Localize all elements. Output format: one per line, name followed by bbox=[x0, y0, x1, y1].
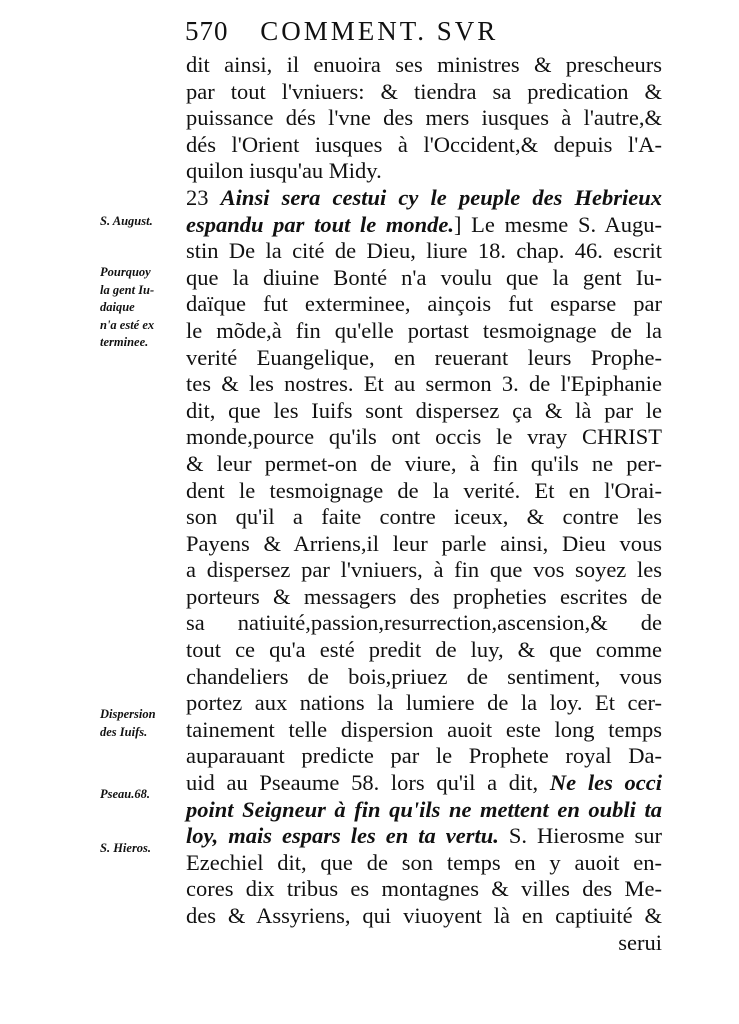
psalm-quote: loy, mais espars les en ta vertu. bbox=[186, 823, 499, 849]
text-line: dit, que les Iuifs sont dispersez ça & là par le bbox=[186, 397, 662, 423]
body-text bbox=[186, 52, 662, 956]
text-line: Ezechiel dit, que de son temps en y auoit en- bbox=[186, 849, 662, 875]
psalm-quote: Ne les occi bbox=[549, 770, 662, 796]
text-line: a dispersez par l'vniuers, à fin que vos soyez les bbox=[186, 557, 662, 583]
text-line: quilon iusqu'au Midy. bbox=[186, 158, 382, 184]
text-line: uid au Pseaume 58. lors qu'il a dit, Ne les occi bbox=[186, 770, 662, 796]
margin-note-s-hieros: S. Hieros. bbox=[100, 841, 152, 855]
text-line: par tout l'vniuers: & tiendra sa predication & bbox=[186, 78, 662, 104]
verse-line bbox=[186, 185, 662, 212]
text-line: le mõde,à fin qu'elle portast tesmoignage de la bbox=[186, 317, 662, 343]
margin-note-pseau: Pseau.68. bbox=[100, 787, 150, 801]
text-line: Payens & Arriens,il leur parle ainsi, Dieu vous bbox=[186, 530, 662, 556]
text-line: portez aux nations la lumiere de la loy. Et cer- bbox=[186, 690, 662, 716]
verse-lemma-continued: espandu par tout le monde. bbox=[186, 211, 455, 237]
text-line: des & Assyriens, qui viuoyent là en captiuité & bbox=[186, 903, 662, 928]
margin-note-s-august: S. August. bbox=[100, 214, 153, 228]
text-line: espandu par tout le monde.] Le mesme S. Augu- bbox=[186, 211, 662, 237]
text-line: stin De la cité de Dieu, liure 18. chap. 46. escrit bbox=[186, 238, 662, 264]
text-line: dent le tesmoignage de la verité. Et en l'Orai- bbox=[186, 477, 662, 503]
text-line: & leur permet-on de viure, à fin qu'ils ne per- bbox=[186, 450, 662, 476]
text-line: daïque fut exterminee, ainçois fut esparse par bbox=[186, 291, 662, 317]
text-line bbox=[186, 797, 662, 824]
text-line: cores dix tribus es montagnes & villes des Me- bbox=[186, 876, 662, 902]
page-number: 570 bbox=[185, 16, 229, 46]
text-line: puissance dés l'vne des mers iusques à l'autre,& bbox=[186, 105, 662, 131]
text-line: dit ainsi, il enuoira ses ministres & prescheurs bbox=[186, 52, 662, 77]
psalm-quote: point Seigneur à fin qu'ils ne mettent en oubli ta bbox=[186, 796, 662, 822]
text-line: loy, mais espars les en ta vertu. S. Hierosme sur bbox=[186, 823, 662, 849]
catchword: serui bbox=[618, 929, 662, 955]
page-header bbox=[185, 16, 585, 56]
text-line: tout ce qu'a esté predit de luy, & que comme bbox=[186, 637, 662, 663]
text-line: monde,pource qu'ils ont occis le vray CHRIST bbox=[186, 424, 662, 450]
text-line: tainement telle dispersion auoit este long temps bbox=[186, 716, 662, 742]
margin-note-dispersion: Dispersion des Iuifs. bbox=[100, 707, 156, 739]
text-line: sa natiuité,passion,resurrection,ascension,& de bbox=[186, 610, 662, 636]
margin-note-pourquoy: Pourquoy la gent Iu- daique n'a esté ex terminee. bbox=[100, 265, 155, 349]
text-line: son qu'il a faite contre iceux, & contre les bbox=[186, 504, 662, 530]
text-line: tes & les nostres. Et au sermon 3. de l'Epiphanie bbox=[186, 371, 662, 397]
text-line: auparauant predicte par le Prophete royal Da- bbox=[186, 743, 662, 769]
text-line: porteurs & messagers des propheties escrites de bbox=[186, 583, 662, 609]
text-line: verité Euangelique, en reuerant leurs Prophe- bbox=[186, 344, 662, 370]
text-line: dés l'Orient iusques à l'Occident,& depuis l'A- bbox=[186, 131, 662, 157]
running-title: COMMENT. SVR bbox=[260, 16, 499, 46]
text-line: que la diuine Bonté n'a voulu que la gent Iu- bbox=[186, 264, 662, 290]
text-line: chandeliers de bois,priuez de sentiment, vous bbox=[186, 663, 662, 689]
verse-number: 23 bbox=[186, 184, 209, 210]
verse-lemma: Ainsi sera cestui cy le peuple des Hebrieux bbox=[220, 184, 663, 210]
